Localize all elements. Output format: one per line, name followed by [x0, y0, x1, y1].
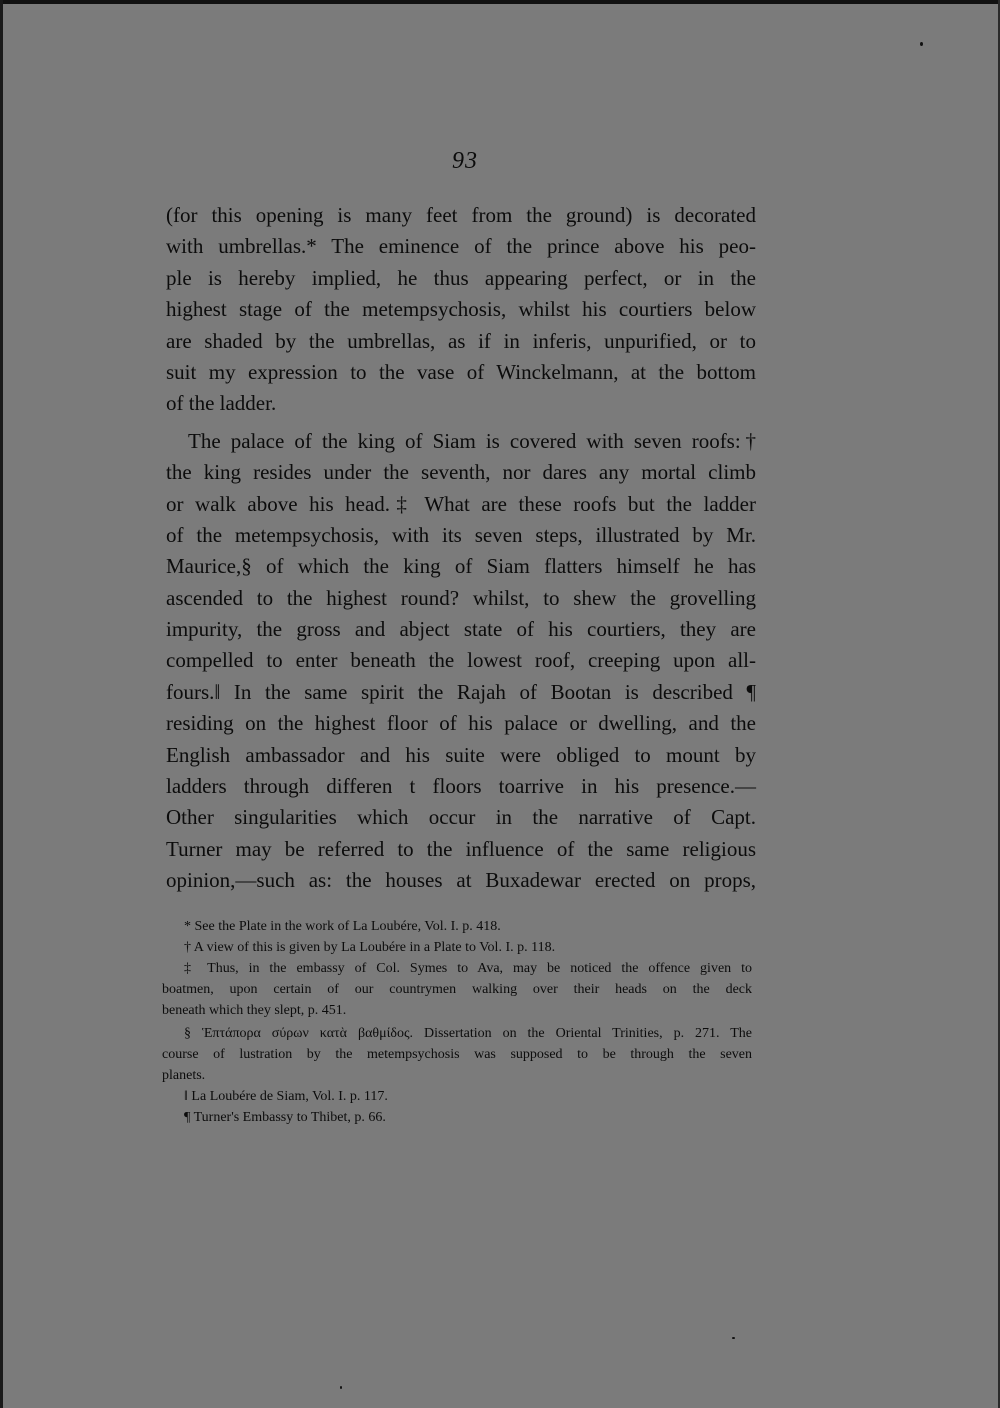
body-line: Turner may be referred to the influence of the same religious [166, 836, 756, 861]
body-line: highest stage of the metempsychosis, whilst his courtiers below [166, 297, 756, 322]
scan-border-top [0, 0, 1000, 4]
body-line: residing on the highest floor of his palace or dwelling, and the [166, 711, 756, 736]
footnote-line: beneath which they slept, p. 451. [162, 1003, 347, 1018]
body-line: with umbrellas.* The eminence of the prince above his peo- [166, 234, 756, 259]
scan-speck [732, 1337, 735, 1339]
body-line: ascended to the highest round? whilst, to shew the grovelling [166, 585, 756, 610]
footnote-line: boatmen, upon certain of our countrymen walking over their heads on the deck [162, 982, 752, 997]
body-line: the king resides under the seventh, nor dares any mortal climb [166, 460, 756, 485]
footnote-line: planets. [162, 1068, 206, 1083]
footnote-line: * See the Plate in the work of La Loubére, Vol. I. p. 418. [184, 919, 501, 934]
scan-border-left [0, 0, 3, 1408]
footnote-line: ‡ Thus, in the embassy of Col. Symes to Ava, may be noticed the offence given to [184, 961, 752, 976]
body-line: ple is hereby implied, he thus appearing perfect, or in the [166, 265, 756, 290]
page-number: 93 [452, 148, 478, 174]
body-line: English ambassador and his suite were obliged to mount by [166, 742, 756, 767]
body-line: or walk above his head.‡ What are these roofs but the ladder [166, 491, 756, 516]
scan-speck [920, 42, 923, 46]
body-line: Other singularities which occur in the narrative of Capt. [166, 805, 756, 830]
body-line: compelled to enter beneath the lowest roof, creeping upon all- [166, 648, 756, 673]
body-line: ladders through differen t floors toarrive in his presence.— [166, 774, 756, 799]
body-line: of the ladder. [166, 391, 277, 416]
footnote-line: § Ἑπτάπορα σύρων κατὰ βαθμίδος. Dissertation on the Oriental Trinities, p. 271. The [184, 1026, 752, 1041]
body-line: opinion,—such as: the houses at Buxadewar erected on props, [166, 868, 756, 893]
footnotes [162, 916, 752, 1128]
body-line: Maurice,§ of which the king of Siam flatters himself he has [166, 554, 756, 579]
footnote-line: † A view of this is given by La Loubére in a Plate to Vol. I. p. 118. [184, 940, 556, 955]
body-line: fours.‖ In the same spirit the Rajah of Bootan is described ¶ [166, 679, 756, 704]
body-line: suit my expression to the vase of Winckelmann, at the bottom [166, 359, 756, 384]
body-line: of the metempsychosis, with its seven steps, illustrated by Mr. [166, 522, 756, 547]
body-line: (for this opening is many feet from the ground) is decorated [166, 203, 756, 227]
scan-speck [340, 1386, 342, 1389]
body-line: are shaded by the umbrellas, as if in inferis, unpurified, or to [166, 328, 756, 353]
footnote-line: ‖ La Loubére de Siam, Vol. I. p. 117. [184, 1089, 388, 1104]
footnote-line: ¶ Turner's Embassy to Thibet, p. 66. [184, 1110, 386, 1125]
body-line: The palace of the king of Siam is covered with seven roofs:† [188, 428, 756, 453]
body-text [166, 200, 756, 897]
footnote-line: course of lustration by the metempsychosis was supposed to be through the seven [162, 1047, 752, 1062]
body-line: impurity, the gross and abject state of his courtiers, they are [166, 617, 756, 642]
